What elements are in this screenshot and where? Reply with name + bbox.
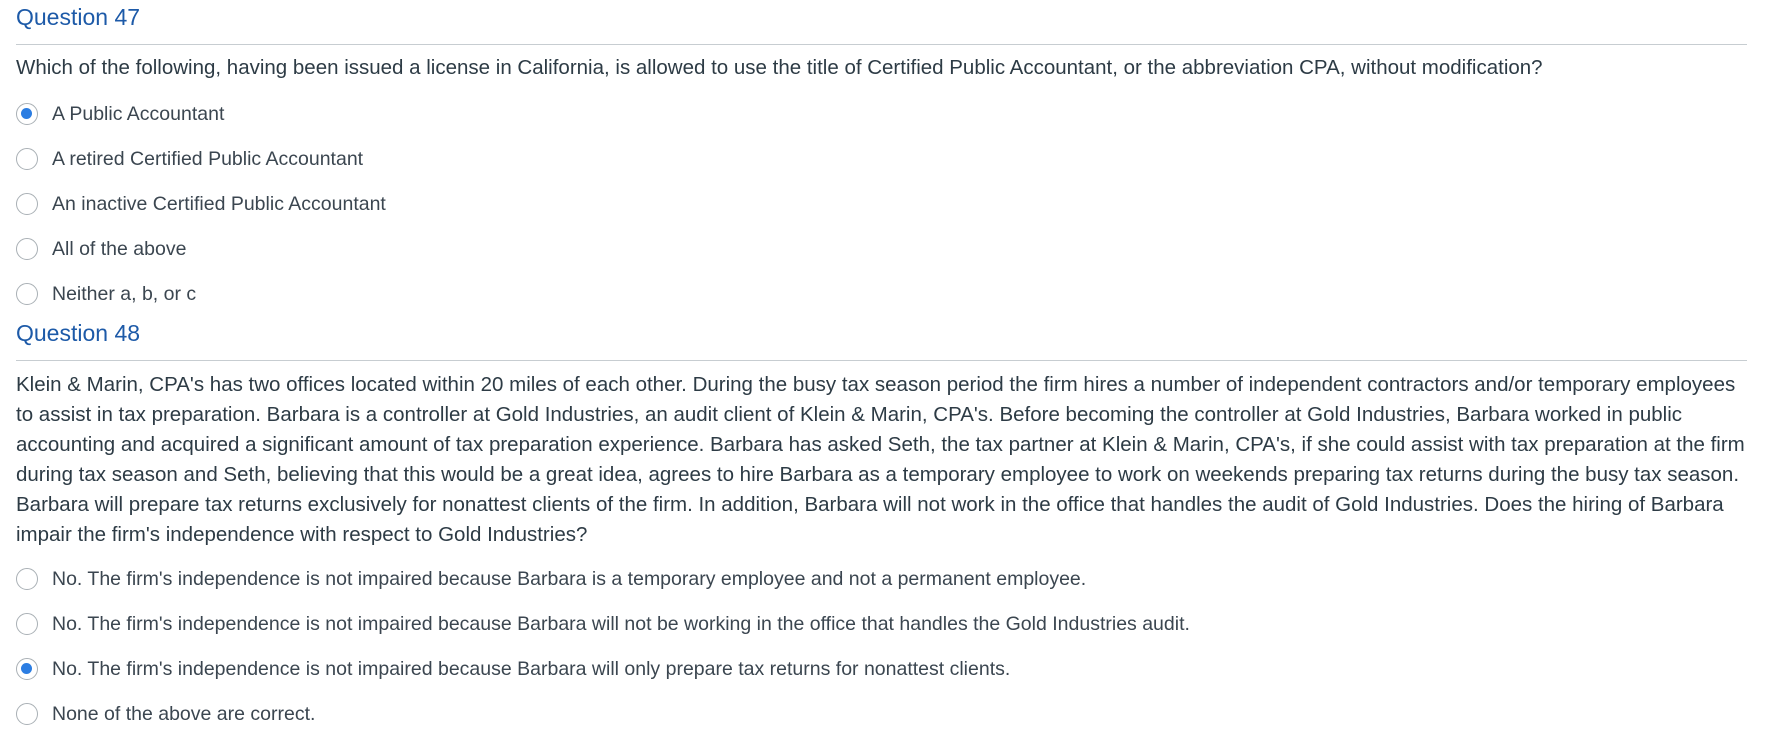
radio-button[interactable] [16,703,38,725]
answer-label: No. The firm's independence is not impaired because Barbara will only prepare tax returns for nonattest clients. [52,657,1011,680]
question-text: Klein & Marin, CPA's has two offices located within 20 miles of each other. During the busy tax season period the firm hires a number of independent contractors and/or temporary employees to assist in tax preparation. Barbara is a controller at Gold Industries, an audit client of Klein & Marin, CPA's. Before becoming the controller at Gold Industries, Barbara worked in public accounting and acquired a significant amount of tax preparation experience. Barbara has asked Seth, the tax partner at Klein & Marin, CPA's, if she could assist with tax preparation at the firm during tax season and Seth, believing that this would be a great idea, agrees to hire Barbara as a temporary employee to work on weekends preparing tax returns during the busy tax season. Barbara will prepare tax returns exclusively for nonattest clients of the firm. In addition, Barbara will not work in the office that handles the audit of Gold Industries. Does the hiring of Barbara impair the firm's independence with respect to Gold Industries? [16,373,1745,546]
radio-button[interactable] [16,193,38,215]
answer-list [16,91,1747,316]
answer-label: None of the above are correct. [52,702,316,725]
answer-label: Neither a, b, or c [52,282,197,305]
radio-button[interactable] [16,568,38,590]
answer-label: No. The firm's independence is not impaired because Barbara will not be working in the office that handles the Gold Industries audit. [52,612,1190,635]
question-text: Which of the following, having been issued a license in California, is allowed to use the title of Certified Public Accountant, or the abbreviation CPA, without modification? [16,56,1543,79]
question-48 [16,316,1747,736]
answer-option[interactable] [16,646,1747,691]
question-47 [16,0,1747,316]
answer-label: All of the above [52,237,187,260]
radio-button[interactable] [16,238,38,260]
question-header [16,0,1747,45]
answer-label: No. The firm's independence is not impaired because Barbara is a temporary employee and not a permanent employee. [52,567,1087,590]
answer-option[interactable] [16,136,1747,181]
answer-option[interactable] [16,271,1747,316]
answer-option[interactable] [16,601,1747,646]
radio-button[interactable] [16,283,38,305]
answer-option[interactable] [16,556,1747,601]
question-title: Question 47 [16,4,141,30]
question-title: Question 48 [16,320,141,346]
answer-label: An inactive Certified Public Accountant [52,192,386,215]
answer-list [16,556,1747,736]
answer-option[interactable] [16,226,1747,271]
quiz-page [16,0,1747,736]
answer-label: A retired Certified Public Accountant [52,147,364,170]
radio-button[interactable] [16,103,38,125]
radio-button[interactable] [16,148,38,170]
answer-label: A Public Accountant [52,102,225,125]
answer-option[interactable] [16,91,1747,136]
answer-option[interactable] [16,181,1747,226]
radio-button[interactable] [16,613,38,635]
answer-option[interactable] [16,691,1747,736]
radio-button[interactable] [16,658,38,680]
question-header [16,316,1747,361]
